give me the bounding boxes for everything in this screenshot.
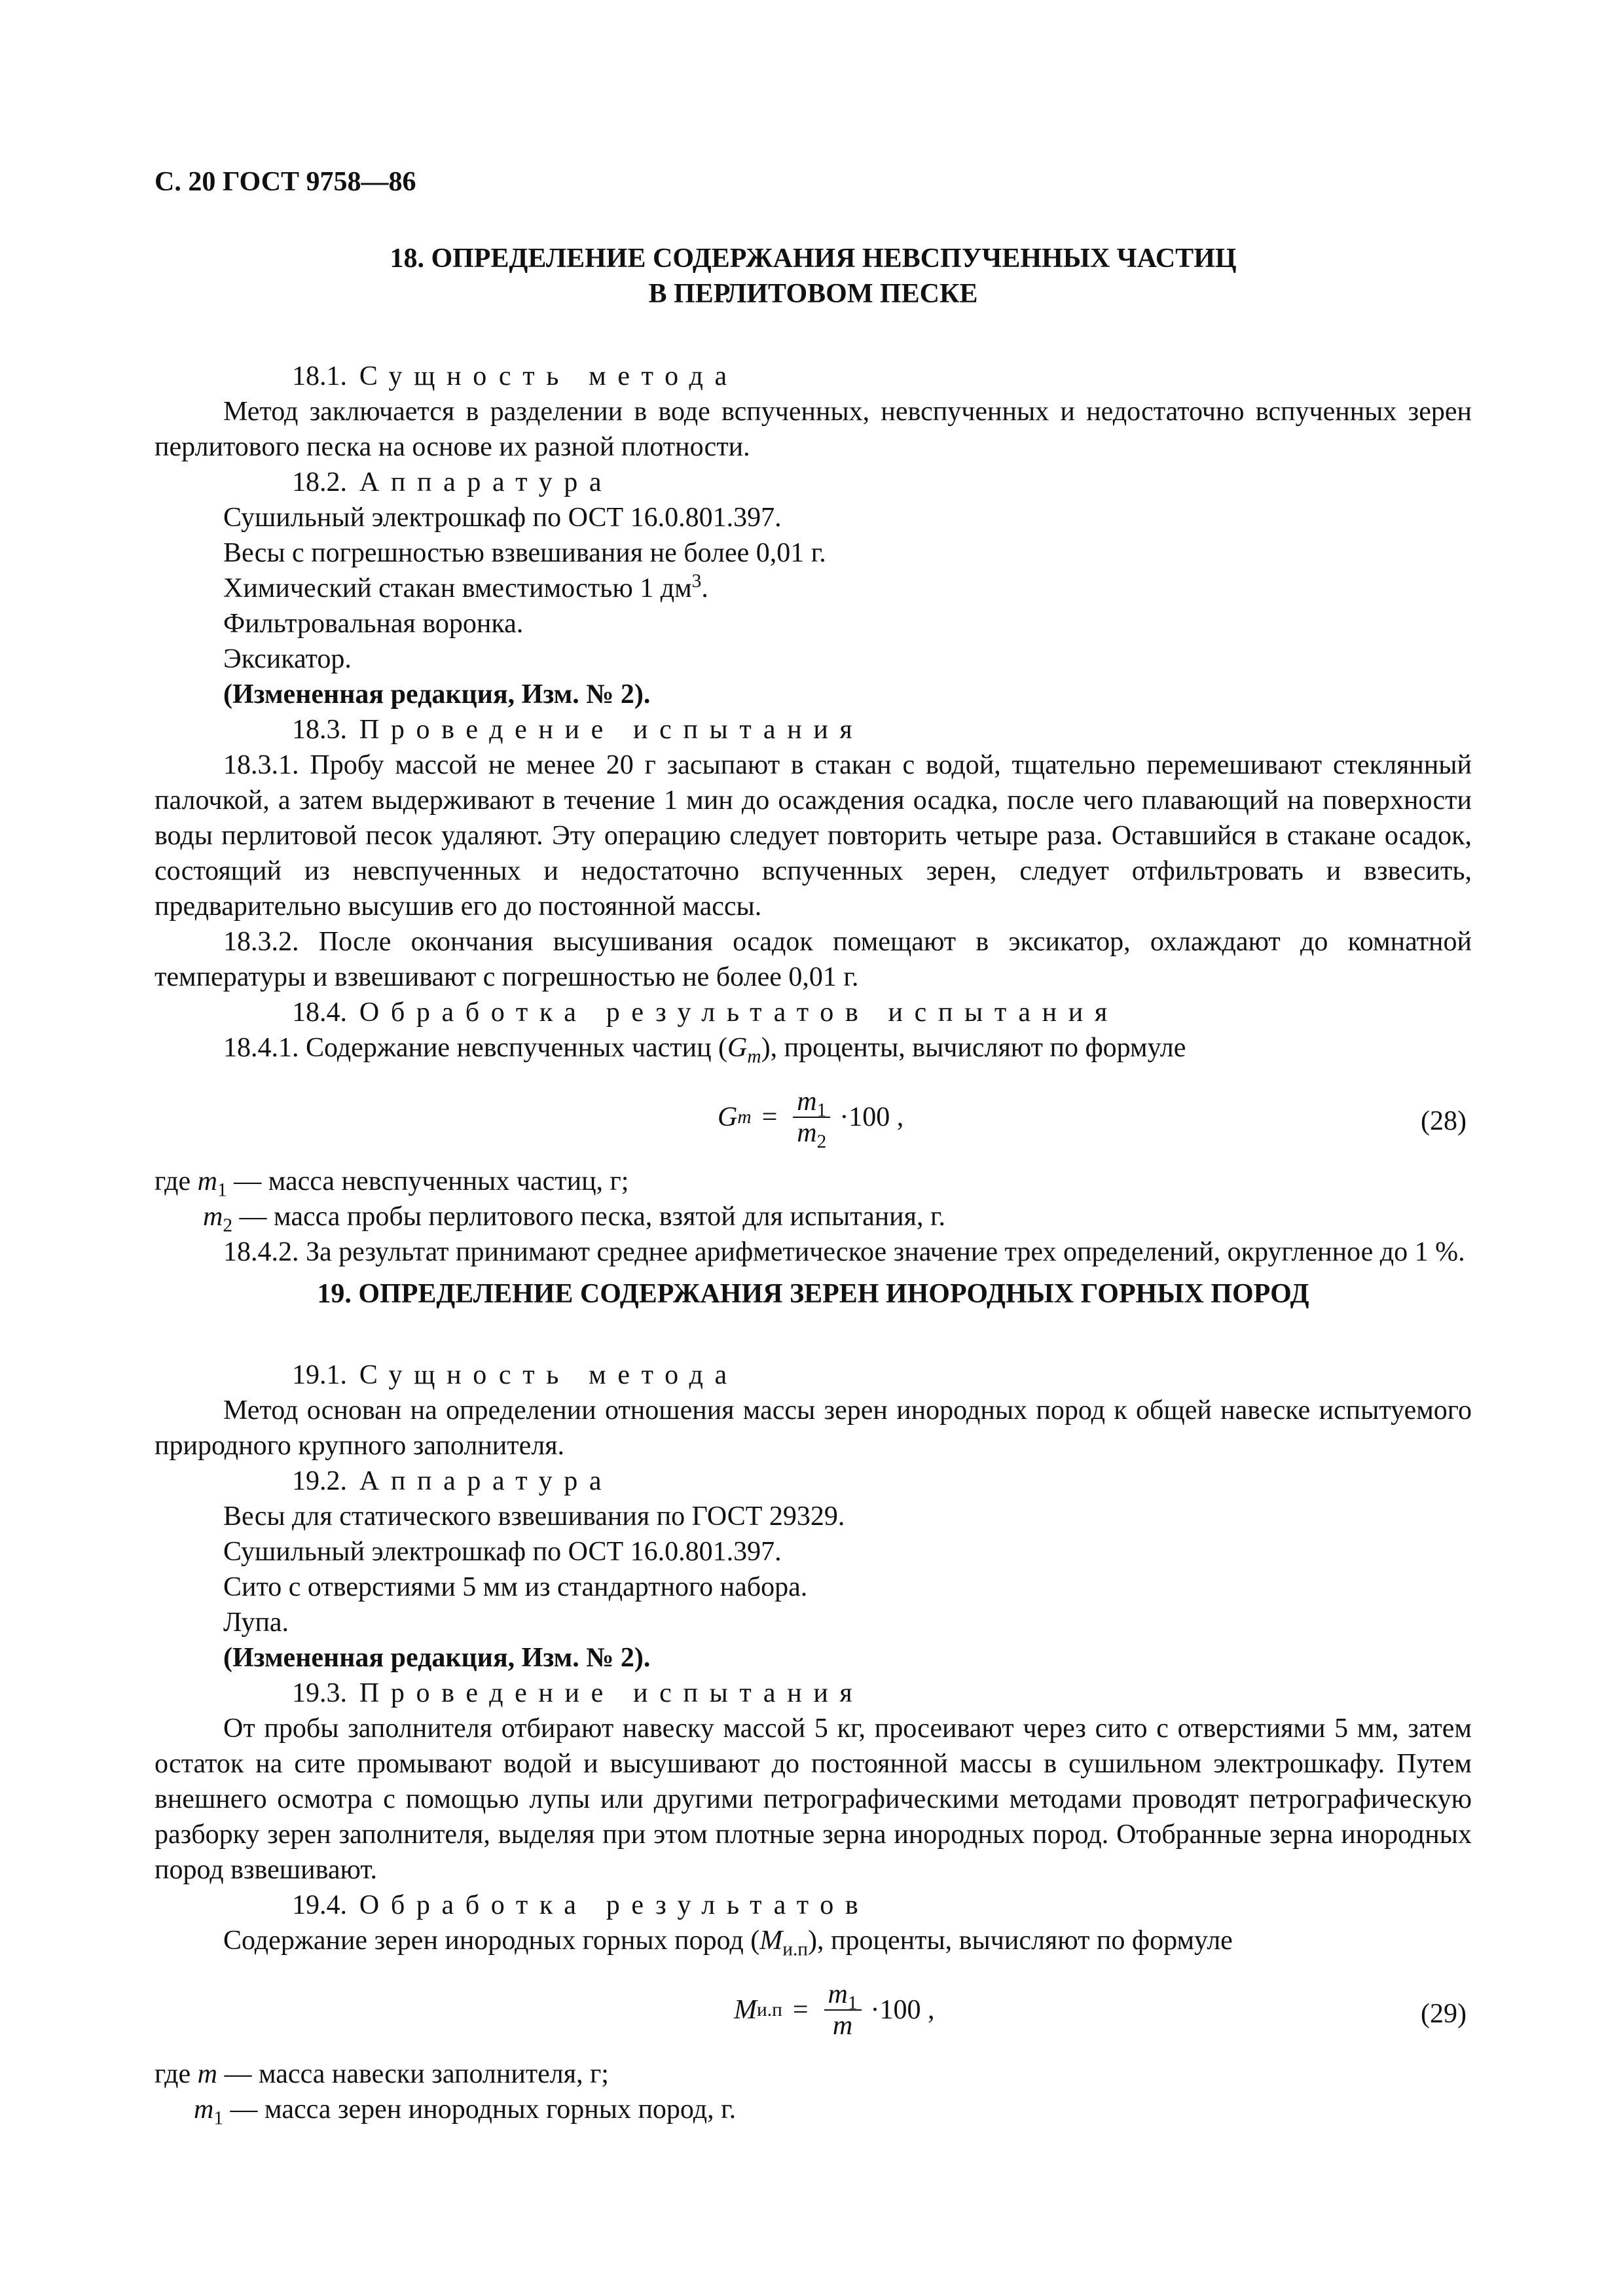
subsection-18-1-heading: 18.1. Сущность метода	[292, 361, 739, 391]
where-definition-2: $m_1$ — масса зерен инородных горных пород, г.	[194, 2094, 737, 2129]
subsection-19-2-heading: 19.2. Аппаратура	[292, 1466, 613, 1496]
equipment-item: Сушильный электрошкаф по ОСТ 16.0.801.397.	[223, 503, 782, 533]
subsection-19-1-heading: 19.1. Сущность метода	[292, 1360, 739, 1390]
section-18-title	[155, 241, 1472, 312]
formula-29-number: (29)	[1421, 1999, 1467, 2029]
equipment-item: Химический стакан вместимостью 1 $дм^3$.	[223, 571, 708, 603]
section-19-title: 19. ОПРЕДЕЛЕНИЕ СОДЕРЖАНИЯ ЗЕРЕН ИНОРОДНЫХ ГОРНЫХ ПОРОД	[317, 1279, 1309, 1309]
where-definition-1: где m — масса навески заполнителя, г;	[155, 2059, 609, 2089]
subsection-19-3-heading: 19.3. Проведение испытания	[292, 1678, 864, 1708]
formula-28	[155, 1066, 1472, 1164]
formula-28-fraction: $\frac{m_1}{m_2}$	[793, 1086, 830, 1148]
paragraph-19-1: Метод основан на определении отношения массы зерен инородных пород к общей навеске испытуемого природного крупного заполнителя.	[155, 1395, 1472, 1461]
formula-28-number: (28)	[1421, 1106, 1467, 1136]
formula-29	[155, 1958, 1472, 2056]
section-18-title-line-1: 18. ОПРЕДЕЛЕНИЕ СОДЕРЖАНИЯ НЕВСПУЧЕННЫХ ЧАСТИЦ	[390, 243, 1237, 274]
paragraph-18-4-1: 18.4.1. Содержание невспученных частиц $(G_m)$, проценты, вычисляют по формуле	[223, 1033, 1186, 1067]
paragraph-18-4-2: 18.4.2. За результат принимают среднее арифметическое значение трех определений, округленное до 1 %.	[223, 1237, 1465, 1267]
subsection-19-4-heading: 19.4. Обработка результатов	[292, 1890, 870, 1920]
subsection-18-4-heading: 18.4. Обработка результатов испытания	[292, 997, 1119, 1028]
where-definition-1: где $m_1$ — масса невспученных частиц, г;	[155, 1166, 629, 1201]
where-definition-2: $m_2$ — масса пробы перлитового песка, взятой для испытания, г.	[203, 1202, 945, 1236]
section-19	[155, 1276, 1472, 2127]
equipment-item: Сушильный электрошкаф по ОСТ 16.0.801.397.	[223, 1537, 782, 1567]
equipment-item: Эксикатор.	[223, 644, 352, 674]
equipment-item: Весы с погрешностью взвешивания не более 0,01 г.	[223, 538, 826, 568]
amendment-note: (Измененная редакция, Изм. № 2).	[223, 679, 651, 709]
paragraph-18-3-1: 18.3.1. Пробу массой не менее 20 г засыпают в стакан с водой, тщательно перемешивают стеклянный палочкой, а затем выдерживают в течение 1 мин до осаждения осадка, после чего плавающий на поверхности воды перлитовой песок удаляют. Эту операцию следует повторить четыре раза. Оставшийся в стакане осадок, состоящий из невспученных и недостаточно вспученных зерен, следует отфильтровать и взвесить, предварительно высушив его до постоянной массы.	[155, 750, 1472, 922]
paragraph-18-3-2: 18.3.2. После окончания высушивания осадок помещают в эксикатор, охлаждают до комнатной температуры и взвешивают с погрешностью не более 0,01 г.	[155, 927, 1472, 992]
paragraph-19-3: От пробы заполнителя отбирают навеску массой 5 кг, просеивают через сито с отверстиями 5 мм, затем остаток на сите промывают водой и высушивают до постоянной массы в сушильном электрошкафу. Путем внешнего осмотра с помощью лупы или другими петрографическими методами проводят петрографическую разборку зерен заполнителя, выделяя при этом плотные зерна инородных пород. Отобранные зерна инородных пород взвешивают.	[155, 1713, 1472, 1885]
formula-29-fraction: $\frac{m_1}{m}$	[824, 1979, 862, 2041]
formula-29-expression: М и.п = $\frac{m_1}{m}$ ·100 ,	[734, 1979, 935, 2041]
subsection-18-2-heading: 18.2. Аппаратура	[292, 467, 613, 497]
amendment-note: (Измененная редакция, Изм. № 2).	[223, 1643, 651, 1673]
page-header: С. 20 ГОСТ 9758—86	[155, 167, 416, 197]
section-18-title-line-2: В ПЕРЛИТОВОМ ПЕСКЕ	[648, 279, 978, 309]
subsection-18-3-heading: 18.3. Проведение испытания	[292, 715, 864, 745]
equipment-item: Весы для статического взвешивания по ГОСТ 29329.	[223, 1501, 845, 1532]
equipment-item: Лупа.	[223, 1607, 289, 1638]
equipment-item: Фильтровальная воронка.	[223, 609, 524, 639]
section-18	[155, 241, 1472, 1270]
equipment-item: Сито с отверстиями 5 мм из стандартного набора.	[223, 1572, 808, 1602]
formula-28-expression: G m = $\frac{m_1}{m_2}$ ·100 ,	[718, 1086, 904, 1153]
paragraph-18-1: Метод заключается в разделении в воде вспученных, невспученных и недостаточно вспученных зерен перлитового песка на основе их разной плотности.	[155, 397, 1472, 462]
paragraph-19-4: Содержание зерен инородных горных пород $(М_{и.п})$, проценты, вычисляют по формуле	[223, 1926, 1233, 1960]
